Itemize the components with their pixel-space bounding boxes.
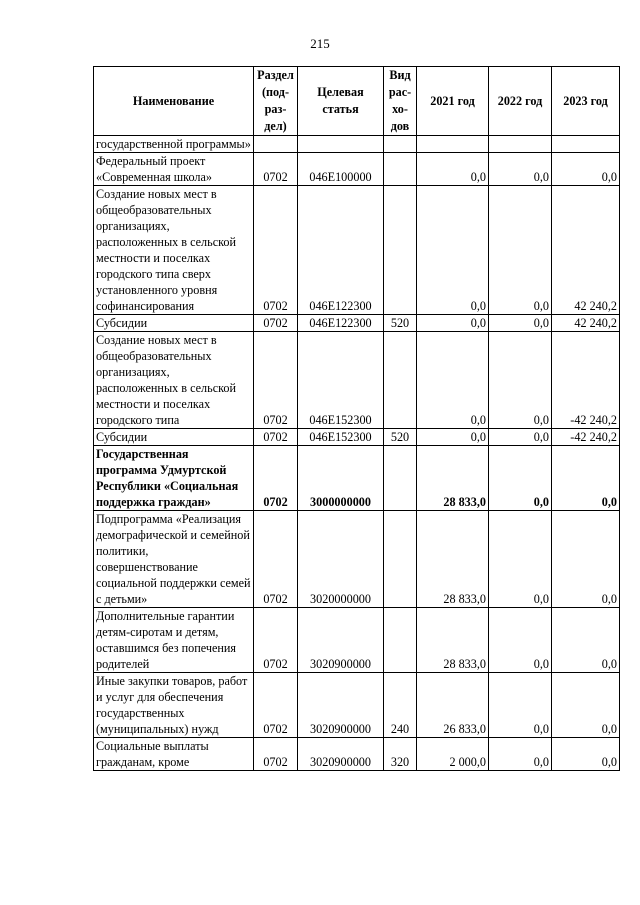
cell-2021: 0,0	[417, 315, 489, 332]
header-2022: 2022 год	[489, 67, 552, 136]
cell-name: Субсидии	[94, 429, 254, 446]
cell-2023: 0,0	[552, 511, 620, 608]
cell-name: Государственная программа Удмуртской Республики «Социальная поддержка граждан»	[94, 446, 254, 511]
cell-expense	[384, 332, 417, 429]
cell-2023: 42 240,2	[552, 186, 620, 315]
cell-2022: 0,0	[489, 738, 552, 771]
cell-target: 3020900000	[298, 608, 384, 673]
cell-2023: 0,0	[552, 608, 620, 673]
page-number: 215	[310, 36, 330, 51]
cell-2022: 0,0	[489, 153, 552, 186]
cell-target: 3020900000	[298, 673, 384, 738]
table-row	[94, 673, 620, 738]
cell-section: 0702	[254, 315, 298, 332]
header-name: Наименование	[94, 67, 254, 136]
cell-2022: 0,0	[489, 608, 552, 673]
cell-2021: 0,0	[417, 429, 489, 446]
header-2021: 2021 год	[417, 67, 489, 136]
cell-2023: -42 240,2	[552, 332, 620, 429]
cell-2022: 0,0	[489, 446, 552, 511]
cell-2021: 28 833,0	[417, 608, 489, 673]
cell-2023: 0,0	[552, 153, 620, 186]
cell-expense: 240	[384, 673, 417, 738]
cell-expense: 520	[384, 315, 417, 332]
table-body	[94, 136, 620, 771]
header-2023: 2023 год	[552, 67, 620, 136]
cell-section: 0702	[254, 673, 298, 738]
cell-2023	[552, 136, 620, 153]
cell-2022: 0,0	[489, 429, 552, 446]
table-row	[94, 186, 620, 315]
cell-name: государственной программы»	[94, 136, 254, 153]
cell-name: Федеральный проект «Современная школа»	[94, 153, 254, 186]
cell-expense	[384, 446, 417, 511]
cell-2023: 42 240,2	[552, 315, 620, 332]
cell-section: 0702	[254, 608, 298, 673]
cell-2022: 0,0	[489, 332, 552, 429]
cell-2023: -42 240,2	[552, 429, 620, 446]
cell-target: 046Е122300	[298, 315, 384, 332]
cell-name: Иные закупки товаров, работ и услуг для обеспечения государственных (муниципальных) нужд	[94, 673, 254, 738]
cell-target	[298, 136, 384, 153]
table-row	[94, 315, 620, 332]
cell-section: 0702	[254, 511, 298, 608]
cell-2023: 0,0	[552, 446, 620, 511]
table-row	[94, 608, 620, 673]
cell-name: Субсидии	[94, 315, 254, 332]
cell-name: Социальные выплаты гражданам, кроме	[94, 738, 254, 771]
cell-section: 0702	[254, 186, 298, 315]
header-target: Целевая статья	[298, 67, 384, 136]
cell-name: Подпрограмма «Реализация демографической и семейной политики, совершенствование социальной поддержки семей с детьми»	[94, 511, 254, 608]
table-row	[94, 511, 620, 608]
table-row	[94, 153, 620, 186]
cell-2021: 28 833,0	[417, 511, 489, 608]
cell-target: 046Е122300	[298, 186, 384, 315]
table-row	[94, 446, 620, 511]
cell-target: 046Е100000	[298, 153, 384, 186]
cell-name: Дополнительные гарантии детям-сиротам и детям, оставшимся без попечения родителей	[94, 608, 254, 673]
cell-expense: 520	[384, 429, 417, 446]
cell-2022: 0,0	[489, 511, 552, 608]
cell-name: Создание новых мест в общеобразовательных организациях, расположенных в сельской местности и поселках городского типа сверх установленного уровня софинансирования	[94, 186, 254, 315]
cell-2022: 0,0	[489, 673, 552, 738]
cell-2021: 28 833,0	[417, 446, 489, 511]
cell-2021: 0,0	[417, 153, 489, 186]
table-row	[94, 738, 620, 771]
cell-2021	[417, 136, 489, 153]
header-expense: Вид рас-хо-дов	[384, 67, 417, 136]
cell-section: 0702	[254, 446, 298, 511]
header-section: Раздел (под-раз-дел)	[254, 67, 298, 136]
cell-2022	[489, 136, 552, 153]
cell-2021: 26 833,0	[417, 673, 489, 738]
cell-section: 0702	[254, 738, 298, 771]
table-row	[94, 136, 620, 153]
cell-expense	[384, 136, 417, 153]
cell-2023: 0,0	[552, 673, 620, 738]
cell-2022: 0,0	[489, 315, 552, 332]
cell-target: 3020000000	[298, 511, 384, 608]
cell-target: 046Е152300	[298, 429, 384, 446]
cell-name: Создание новых мест в общеобразовательных организациях, расположенных в сельской местности и поселках городского типа	[94, 332, 254, 429]
cell-section: 0702	[254, 153, 298, 186]
cell-2022: 0,0	[489, 186, 552, 315]
budget-table	[93, 66, 620, 771]
cell-target: 046Е152300	[298, 332, 384, 429]
cell-section	[254, 136, 298, 153]
cell-target: 3000000000	[298, 446, 384, 511]
cell-expense	[384, 186, 417, 315]
table-row	[94, 332, 620, 429]
cell-target: 3020900000	[298, 738, 384, 771]
cell-section: 0702	[254, 332, 298, 429]
cell-2021: 2 000,0	[417, 738, 489, 771]
cell-expense	[384, 153, 417, 186]
cell-2023: 0,0	[552, 738, 620, 771]
cell-expense: 320	[384, 738, 417, 771]
table-row	[94, 429, 620, 446]
cell-expense	[384, 511, 417, 608]
table-header-row	[94, 67, 620, 136]
cell-expense	[384, 608, 417, 673]
cell-2021: 0,0	[417, 186, 489, 315]
cell-2021: 0,0	[417, 332, 489, 429]
cell-section: 0702	[254, 429, 298, 446]
